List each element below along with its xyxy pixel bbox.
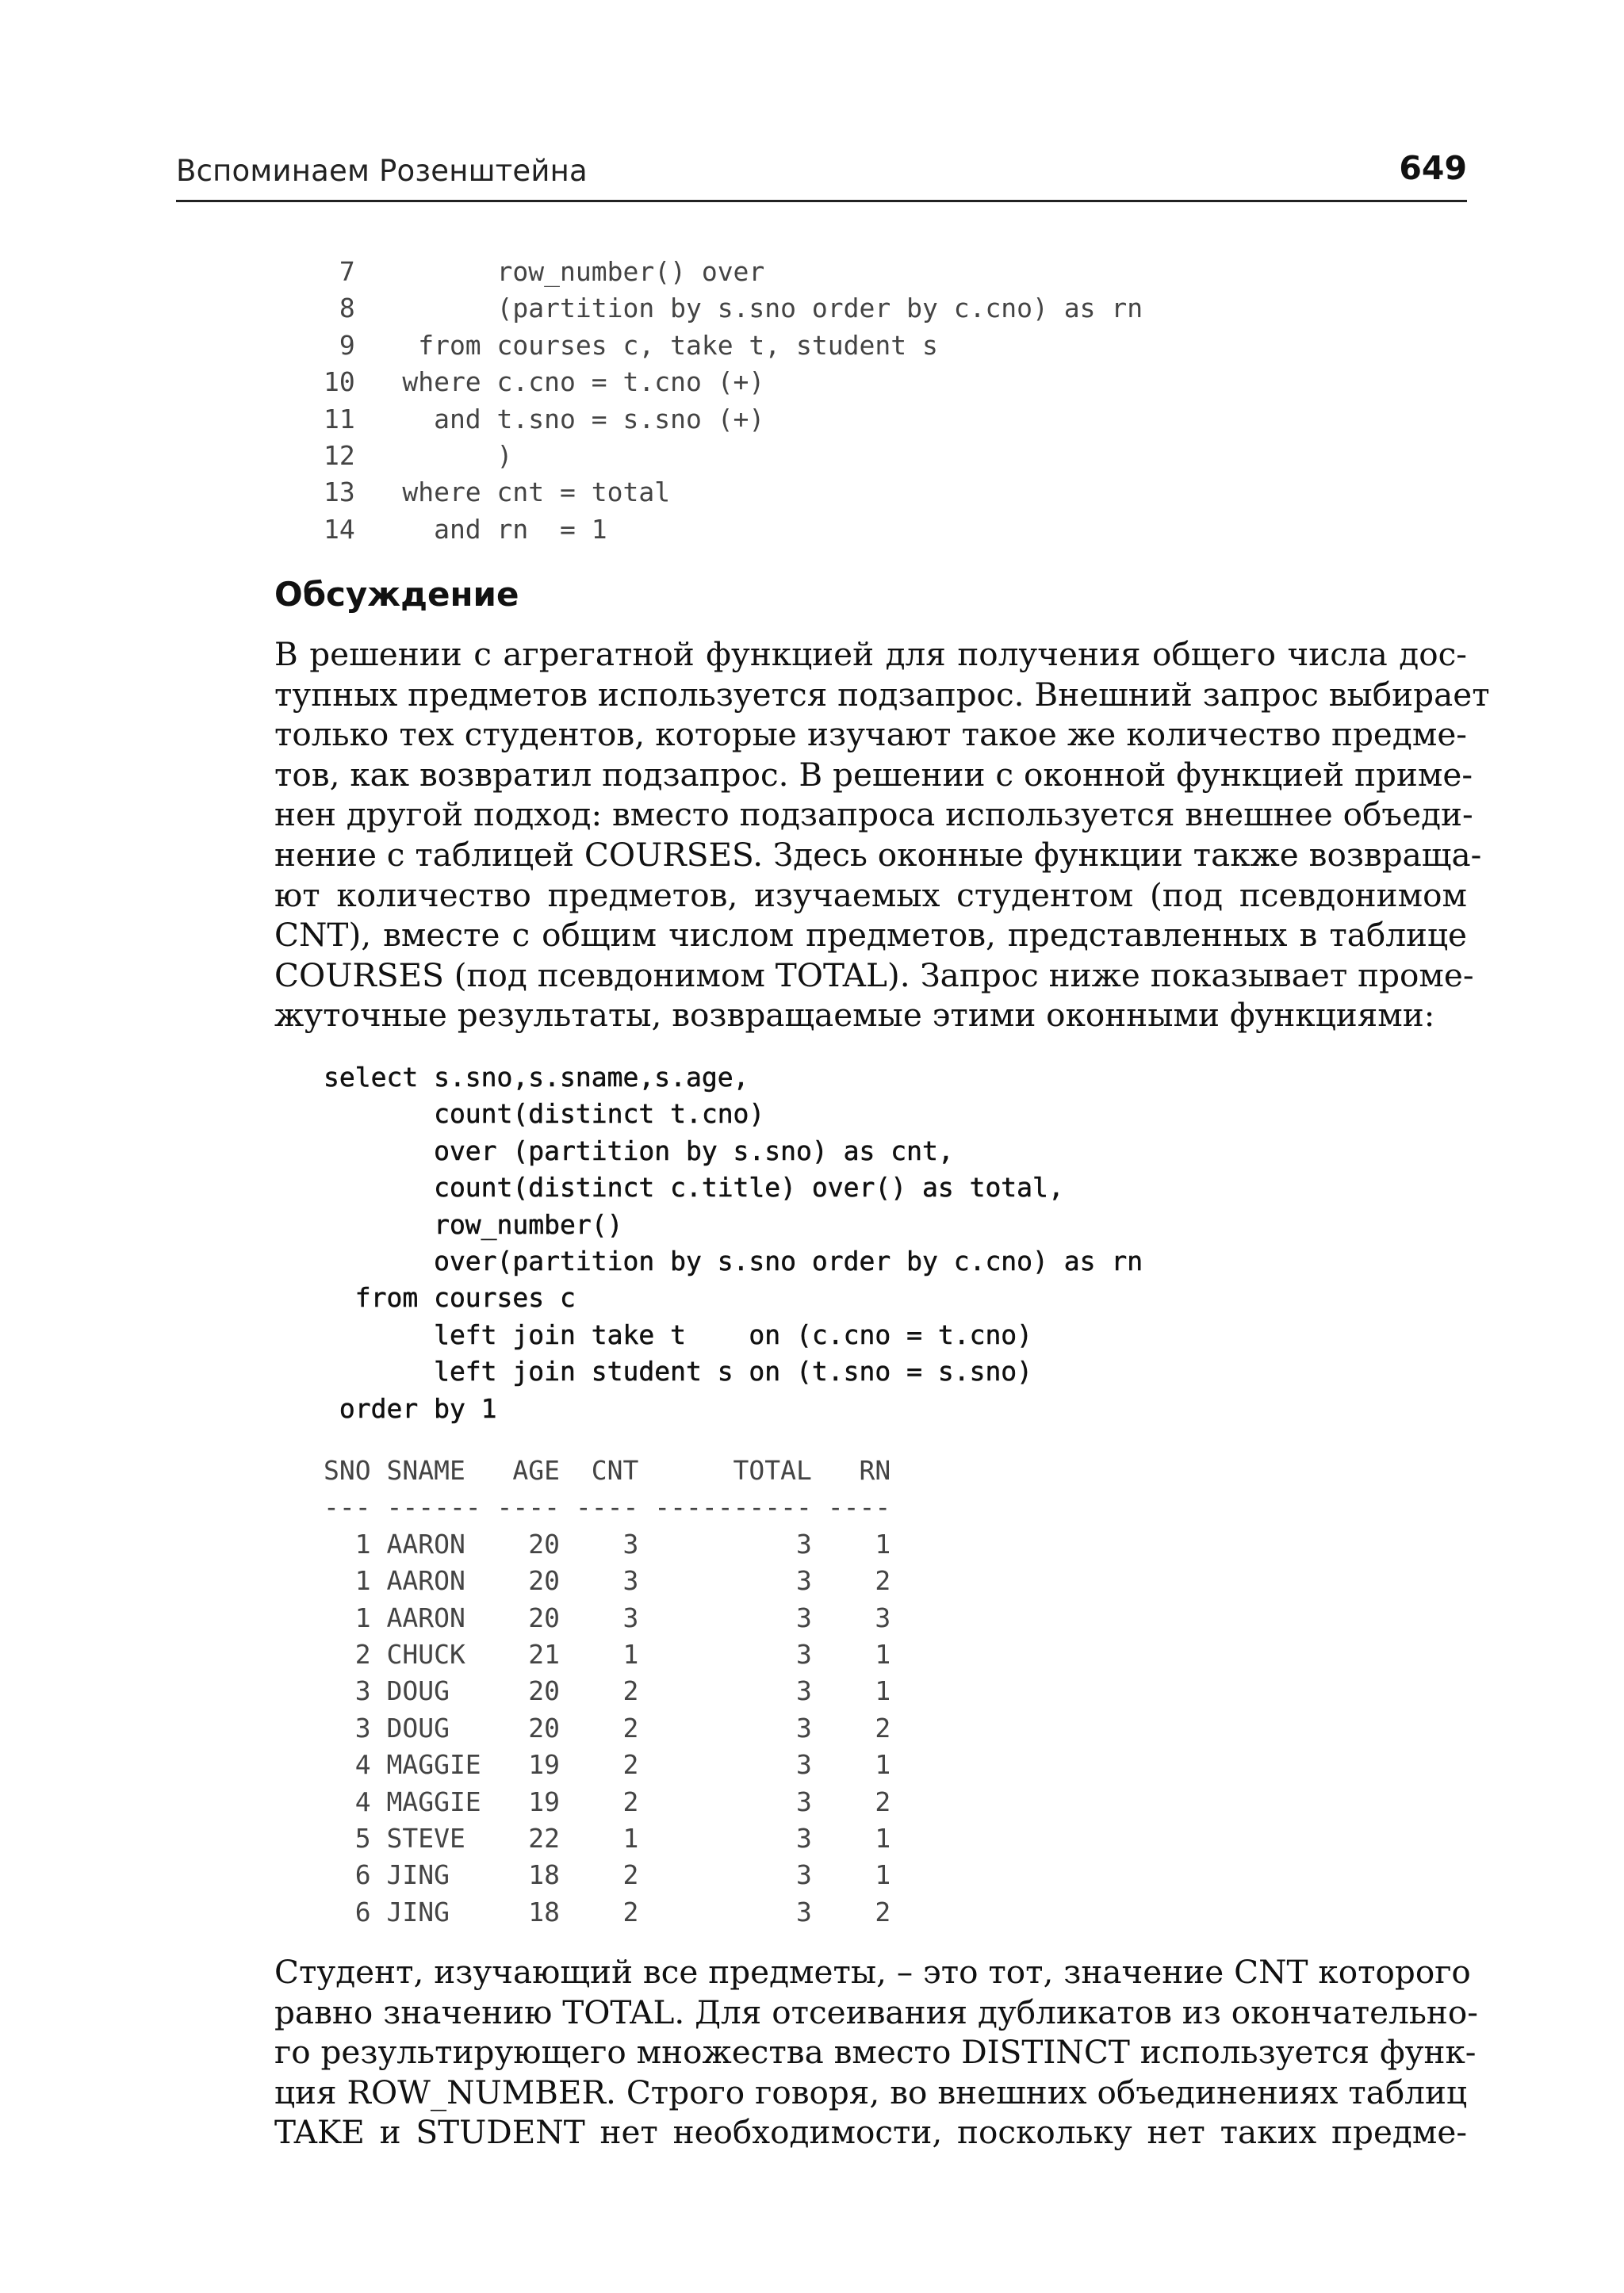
code-line: 14 and rn = 1 (324, 513, 607, 545)
code-line: 9 from courses c, take t, student s (324, 329, 938, 361)
table-row: 6 JING 18 2 3 1 (324, 1859, 891, 1891)
table-row: 2 CHUCK 21 1 3 1 (324, 1639, 891, 1671)
table-row: 3 DOUG 20 2 3 2 (324, 1712, 891, 1744)
result-table (324, 1453, 891, 1931)
paragraph-line: тупных предметов используется подзапрос. Внешний запрос выбирает (274, 675, 1490, 714)
code-line: over(partition by s.sno order by c.cno) as rn (324, 1246, 1143, 1277)
code-line: count(distinct t.cno) (324, 1098, 765, 1130)
code-line: from courses c (324, 1282, 576, 1314)
paragraph-line: жуточные результаты, возвращаемые этими оконными функциями: (274, 996, 1435, 1035)
table-row: 1 AARON 20 3 3 2 (324, 1565, 891, 1597)
paragraph-line: TAKE и STUDENT нет необходимости, поскольку нет таких предме- (274, 2113, 1467, 2152)
code-line: select s.sno,s.sname,s.age, (324, 1062, 749, 1093)
code-line: left join student s on (t.sno = s.sno) (324, 1356, 1033, 1388)
paragraph-line: В решении с агрегатной функцией для получения общего числа дос- (274, 635, 1467, 673)
paragraph-line: го результирующего множества вместо DISTINCT используется функ- (274, 2033, 1477, 2072)
table-row: 3 DOUG 20 2 3 1 (324, 1675, 891, 1707)
query-listing (324, 1059, 1143, 1427)
page-number: 649 (1399, 149, 1467, 187)
code-line: 11 and t.sno = s.sno (+) (324, 403, 765, 434)
table-row: 6 JING 18 2 3 2 (324, 1896, 891, 1927)
section-heading-discussion: Обсуждение (274, 575, 519, 614)
code-line: over (partition by s.sno) as cnt, (324, 1135, 954, 1166)
code-line: order by 1 (324, 1392, 497, 1424)
code-line: 10 where c.cno = t.cno (+) (324, 366, 765, 398)
table-separator: --- ------ ---- ---- ---------- ---- (324, 1491, 891, 1523)
code-line: left join take t on (c.cno = t.cno) (324, 1319, 1033, 1350)
code-listing-continued (324, 254, 1143, 548)
paragraph-line: Студент, изучающий все предметы, – это тот, значение CNT которого (274, 1953, 1471, 1991)
table-row: 5 STEVE 22 1 3 1 (324, 1823, 891, 1855)
paragraph-line: COURSES (под псевдонимом TOTAL). Запрос ниже показывает проме- (274, 955, 1474, 994)
paragraph-line: равно значению TOTAL. Для отсеивания дубликатов из окончательно- (274, 1992, 1478, 2031)
discussion-paragraph-2 (274, 1952, 1478, 2153)
table-row: 4 MAGGIE 19 2 3 2 (324, 1786, 891, 1817)
paragraph-line: нение с таблицей COURSES. Здесь оконные функции также возвраща- (274, 835, 1482, 874)
paragraph-line: только тех студентов, которые изучают такое же количество предме- (274, 715, 1467, 754)
code-line: 13 where cnt = total (324, 477, 671, 508)
table-row: 4 MAGGIE 19 2 3 1 (324, 1749, 891, 1781)
page-header (176, 149, 1467, 202)
code-line: row_number() (324, 1208, 623, 1240)
table-header: SNO SNAME AGE CNT TOTAL RN (324, 1455, 891, 1486)
code-line: count(distinct c.title) over() as total, (324, 1172, 1064, 1204)
paragraph-line: CNT), вместе с общим числом предметов, представленных в таблице (274, 916, 1467, 955)
table-row: 1 AARON 20 3 3 1 (324, 1528, 891, 1560)
paragraph-line: ция ROW_NUMBER. Строго говоря, во внешних объединениях таблиц (274, 2073, 1467, 2111)
code-line: 12 ) (324, 440, 513, 472)
code-line: 8 (partition by s.sno order by c.cno) as rn (324, 293, 1143, 324)
paragraph-line: нен другой подход: вместо подзапроса используется внешнее объеди- (274, 795, 1473, 834)
code-line: 7 row_number() over (324, 256, 765, 287)
paragraph-line: ют количество предметов, изучаемых студентом (под псевдонимом (274, 875, 1467, 914)
paragraph-line: тов, как возвратил подзапрос. В решении с оконной функцией приме- (274, 755, 1473, 794)
running-title: Вспоминаем Розенштейна (176, 154, 588, 188)
table-row: 1 AARON 20 3 3 3 (324, 1602, 891, 1633)
discussion-paragraph-1 (274, 634, 1490, 1035)
